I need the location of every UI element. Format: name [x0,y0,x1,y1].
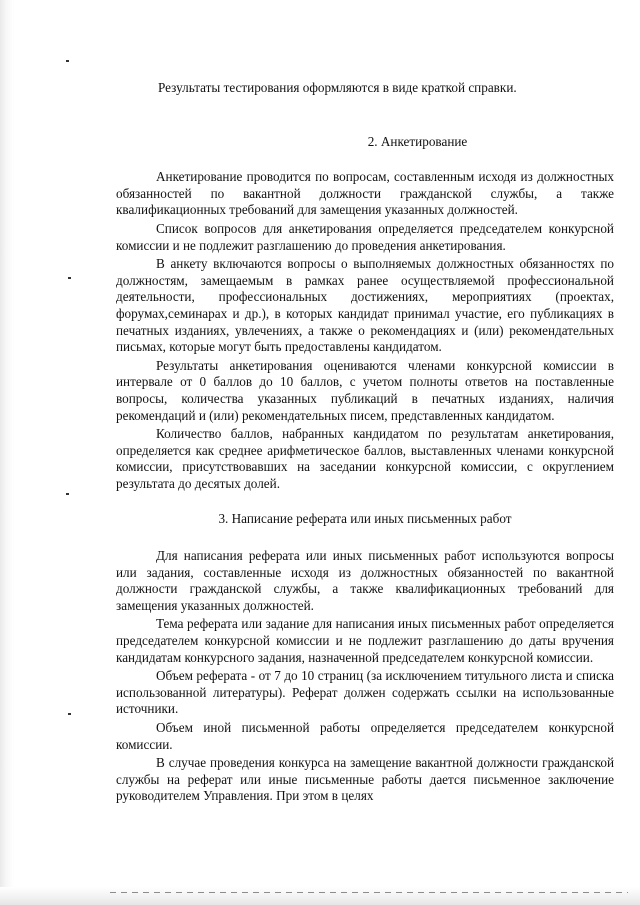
section-3-paragraph: Для написания реферата или иных письменных работ используются вопросы или задания, составленные исходя из должностных обязанностей по вакантной должности гражданской службы, а также квалификационных требований для замещения указанных должностей. [116,548,614,613]
section-3-paragraph: Объем реферата - от 7 до 10 страниц (за исключением титульного листа и списка использованной литературы). Реферат должен содержать ссылки на использованные источники. [116,668,614,717]
section-2-paragraph: Результаты анкетирования оцениваются членами конкурсной комиссии в интервале от 0 баллов до 10 баллов, с учетом полноты ответов на поставленные вопросы, количества указанных публикаций в печатных изданиях, наличия рекомендаций и (или) рекомендательных писем, представленных кандидатом. [116,357,614,423]
section-3-paragraph: Объем иной письменной работы определяется председателем конкурсной комиссии. [116,720,614,752]
scan-artifacts [0,0,34,905]
section-2-paragraph: Список вопросов для анкетирования определяется председателем конкурсной комиссии и не подлежит разглашению до проведения анкетирования. [116,220,614,253]
section-2-paragraph: Количество баллов, набранных кандидатом по результатам анкетирования, определяется как среднее арифметическое баллов, выставленных членами конкурсной комиссии, присутствовавших на заседании конкурсной комиссии, с округлением результата до десятых долей. [116,426,614,491]
section-3-heading: 3. Написание реферата или иных письменных работ [218,511,512,527]
section-2-heading: 2. Анкетирование [367,133,468,149]
intro-line: Результаты тестирования оформляются в виде краткой справки. [158,80,517,95]
scan-bottom-edge [0,887,640,905]
section-3-paragraph: Тема реферата или задание для написания иных письменных работ определяется председателем конкурсной комиссии и не подлежит разглашению до даты вручения кандидатам конкурсного задания, назначенной председателем конкурсной комиссии. [116,616,614,665]
scan-bottom-rule [110,892,628,893]
document-page [116,68,614,805]
section-3-paragraph: В случае проведения конкурса на замещение вакантной должности гражданской службы на реферат или иные письменные работы дается письменное заключение руководителем Управления. При этом в целях [116,755,614,804]
section-2-paragraph: В анкету включаются вопросы о выполняемых должностных обязанностях по должностям, замещаемым в рамках ранее осуществляемой профессиональной деятельности, профессиональных достижениях, мероприятиях (проектах, форумах,семинарах и др.), в которых кандидат принимал участие, его публикациях в печатных изданиях, увлечениях, а также о рекомендациях и (или) рекомендательных письмах, которые могут быть предоставлены кандидатом. [116,256,614,355]
section-2-paragraph: Анкетирование проводится по вопросам, составленным исходя из должностных обязанностей по вакантной должности гражданской службы, а также квалификационных требований для замещения указанных должностей. [116,169,614,218]
